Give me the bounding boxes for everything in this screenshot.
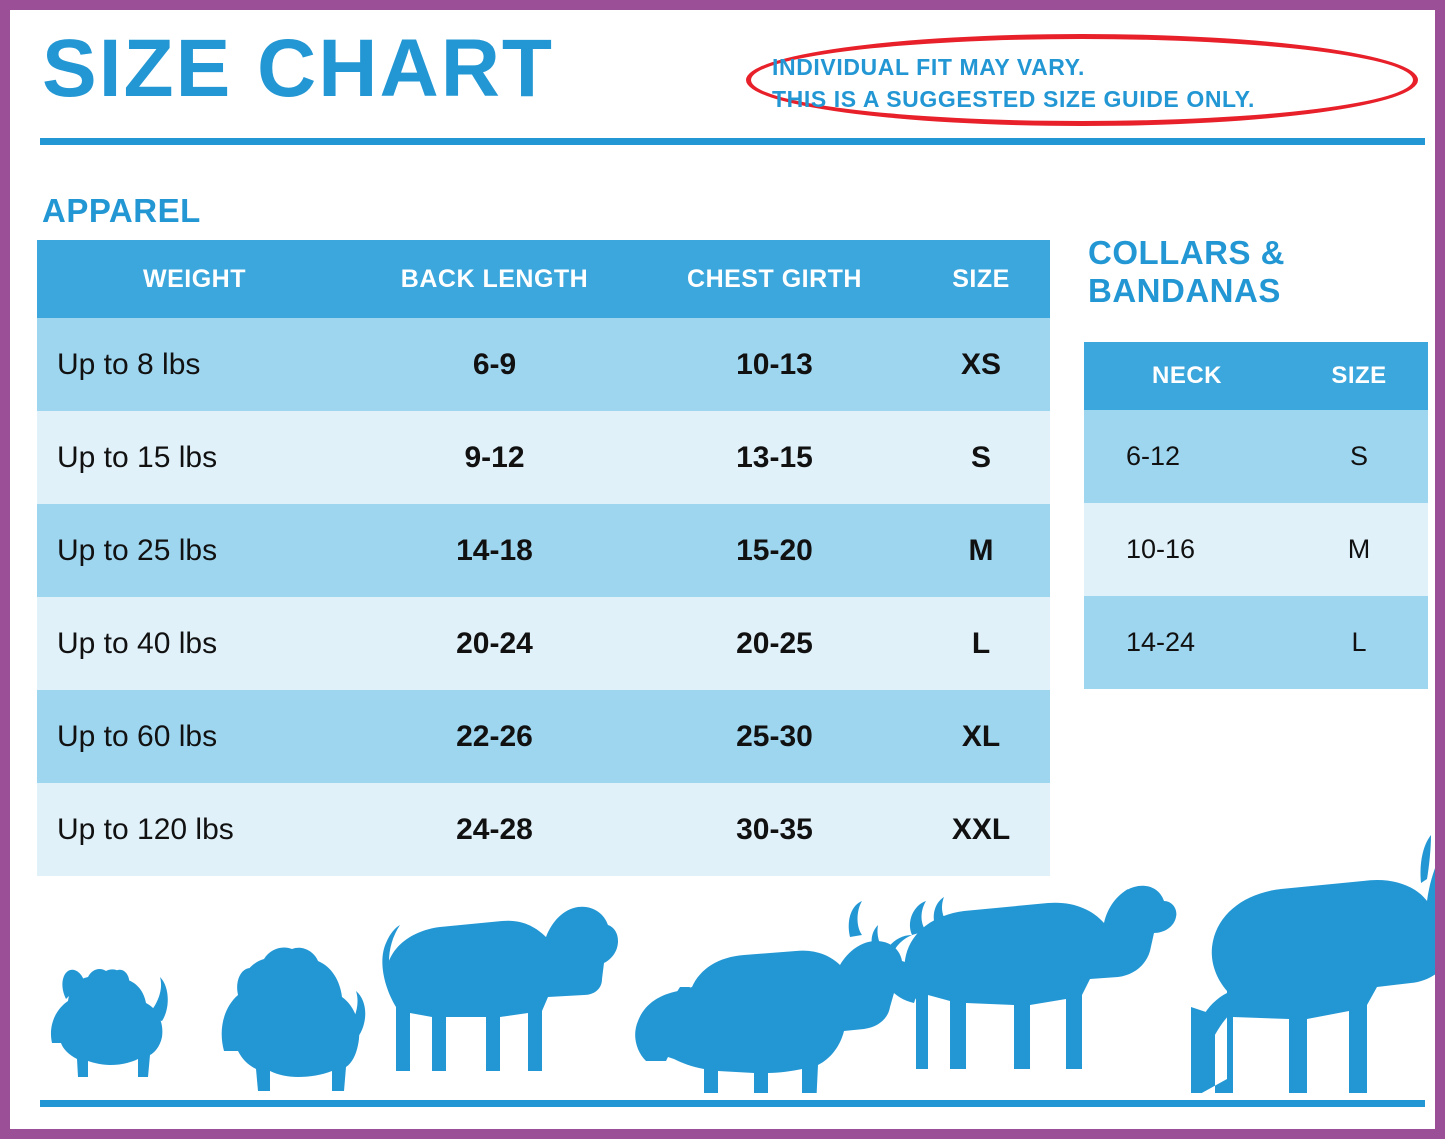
apparel-col-chest-girth: CHEST GIRTH [637, 240, 912, 318]
cell-size: M [1290, 503, 1428, 596]
collars-section-label-line2: BANDANAS [1088, 271, 1281, 309]
apparel-size-table [37, 240, 1050, 876]
cell-weight: Up to 15 lbs [37, 411, 352, 504]
cell-weight: Up to 40 lbs [37, 597, 352, 690]
fit-disclaimer [772, 52, 1412, 115]
dog-silhouette-xs [51, 969, 168, 1077]
table-row [37, 318, 1050, 411]
page-title: SIZE CHART [42, 23, 554, 114]
cell-weight: Up to 8 lbs [37, 318, 352, 411]
cell-back-length: 9-12 [352, 411, 637, 504]
cell-neck: 10-16 [1084, 503, 1290, 596]
table-row [37, 690, 1050, 783]
cell-size: XXL [912, 783, 1050, 876]
dog-silhouettes-row [30, 803, 1435, 1093]
cell-chest-girth: 25-30 [637, 690, 912, 783]
dog-silhouette-m2 [635, 901, 912, 1093]
cell-back-length: 6-9 [352, 318, 637, 411]
cell-chest-girth: 30-35 [637, 783, 912, 876]
apparel-col-weight: WEIGHT [37, 240, 352, 318]
collars-col-neck: NECK [1084, 342, 1290, 410]
apparel-col-size: SIZE [912, 240, 1050, 318]
cell-neck: 14-24 [1084, 596, 1290, 689]
fit-disclaimer-line2: THIS IS A SUGGESTED SIZE GUIDE ONLY. [772, 85, 1255, 112]
collars-section-label [1088, 234, 1428, 309]
collars-col-size: SIZE [1290, 342, 1428, 410]
dog-silhouette-m [382, 907, 618, 1071]
cell-back-length: 24-28 [352, 783, 637, 876]
collars-section-label-line1: COLLARS & [1088, 234, 1285, 271]
cell-weight: Up to 25 lbs [37, 504, 352, 597]
table-row [37, 504, 1050, 597]
table-row [1084, 596, 1428, 689]
fit-disclaimer-line1: INDIVIDUAL FIT MAY VARY. [772, 54, 1086, 80]
cell-chest-girth: 20-25 [637, 597, 912, 690]
cell-size: L [1290, 596, 1428, 689]
cell-weight: Up to 60 lbs [37, 690, 352, 783]
cell-size: S [1290, 410, 1428, 503]
collars-header-row [1084, 342, 1428, 410]
table-row [37, 411, 1050, 504]
table-row [1084, 410, 1428, 503]
footer-divider [40, 1100, 1425, 1107]
cell-back-length: 22-26 [352, 690, 637, 783]
page-inner [10, 10, 1435, 1129]
header-divider [40, 138, 1425, 145]
cell-chest-girth: 15-20 [637, 504, 912, 597]
cell-chest-girth: 13-15 [637, 411, 912, 504]
dog-silhouette-s [222, 947, 366, 1091]
apparel-col-back-length: BACK LENGTH [352, 240, 637, 318]
collars-size-table [1084, 342, 1428, 689]
cell-neck: 6-12 [1084, 410, 1290, 503]
cell-weight: Up to 120 lbs [37, 783, 352, 876]
cell-size: XS [912, 318, 1050, 411]
cell-back-length: 14-18 [352, 504, 637, 597]
table-row [37, 597, 1050, 690]
table-row [1084, 503, 1428, 596]
cell-size: S [912, 411, 1050, 504]
cell-size: XL [912, 690, 1050, 783]
cell-chest-girth: 10-13 [637, 318, 912, 411]
dog-silhouette-xl [1191, 828, 1435, 1093]
dog-silhouette-l [872, 886, 1177, 1069]
cell-size: L [912, 597, 1050, 690]
cell-size: M [912, 504, 1050, 597]
apparel-header-row [37, 240, 1050, 318]
apparel-section-label: APPAREL [42, 192, 201, 229]
cell-back-length: 20-24 [352, 597, 637, 690]
